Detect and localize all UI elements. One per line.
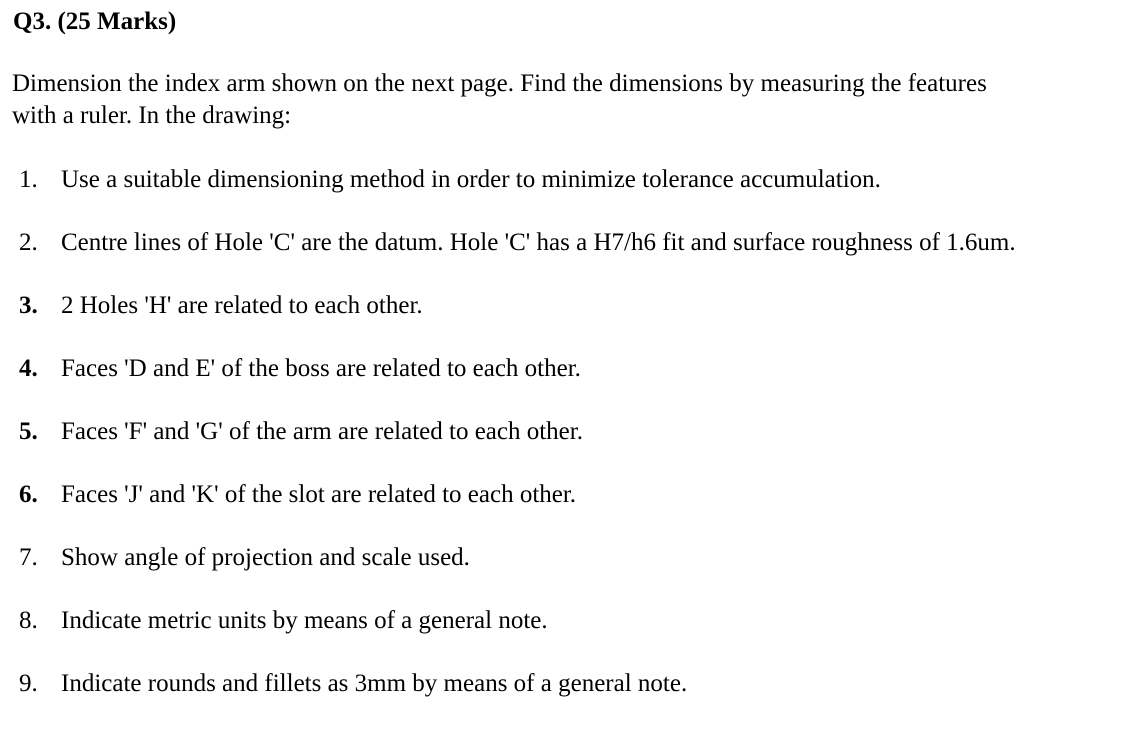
list-item-number: 6. [19,481,38,508]
list-item-number: 5. [19,418,38,445]
list-item-number: 9. [19,670,38,697]
list-item-number: 7. [19,544,38,571]
list-item-text: 2 Holes 'H' are related to each other. [61,292,423,319]
list-item-text: Centre lines of Hole 'C' are the datum. Hole 'C' has a H7/h6 fit and surface roughness of 1.6um. [61,229,1016,256]
list-item-text: Use a suitable dimensioning method in order to minimize tolerance accumulation. [61,166,881,193]
list-item-text: Show angle of projection and scale used. [61,544,470,571]
list-item-number: 2. [19,229,38,256]
list-item-text: Faces 'J' and 'K' of the slot are related to each other. [61,481,577,508]
list-item-number: 8. [19,607,38,634]
list-item-text: Faces 'D and E' of the boss are related to each other. [61,355,581,382]
instructions-line-2: with a ruler. In the drawing: [12,102,292,129]
list-item-number: 4. [19,355,38,382]
list-item-text: Indicate metric units by means of a general note. [61,607,548,634]
list-item-number: 3. [19,292,38,319]
question-heading: Q3. (25 Marks) [13,8,177,35]
list-item-text: Faces 'F' and 'G' of the arm are related to each other. [61,418,583,445]
instructions-paragraph [12,68,1112,132]
list-item-text: Indicate rounds and fillets as 3mm by means of a general note. [61,670,688,697]
list-item-number: 1. [19,166,38,193]
instructions-line-1: Dimension the index arm shown on the next page. Find the dimensions by measuring the features [12,70,987,97]
